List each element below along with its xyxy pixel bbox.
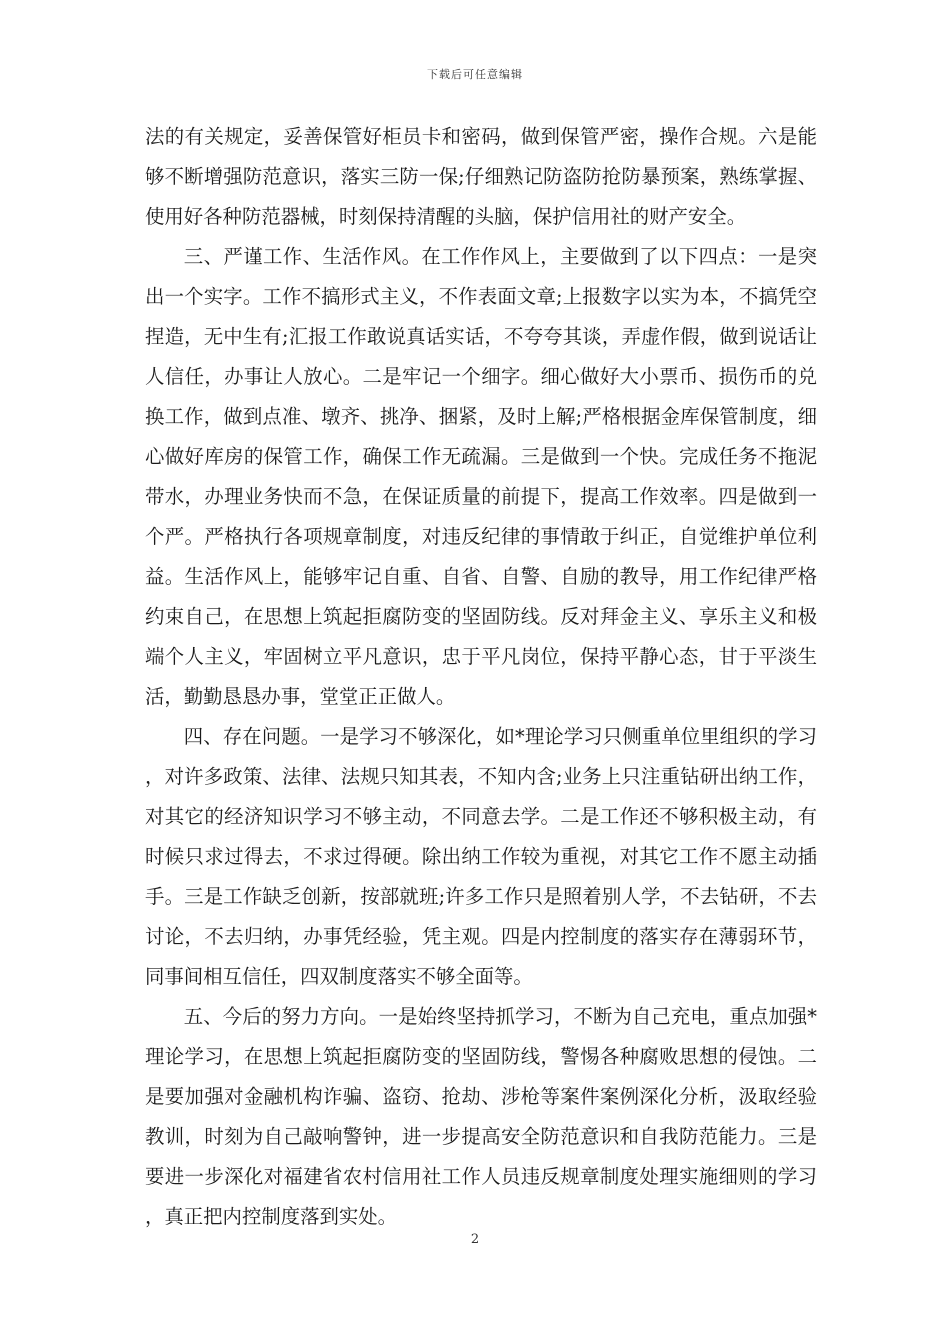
page-number: 2 [470, 1232, 480, 1247]
document-body [145, 117, 817, 1237]
page-header: 下载后可任意编辑 [427, 68, 523, 81]
body-paragraph-problems: 四、存在问题。一是学习不够深化，如*理论学习只侧重单位里组织的学习，对许多政策、法律、法规只知其表，不知内含;业务上只注重钻研出纳工作，对其它的经济知识学习不够主动，不同意去学。二是工作还不够积极主动，有时候只求过得去，不求过得硬。除出纳工作较为重视，对其它工作不愿主动插手。三是工作缺乏创新，按部就班;许多工作只是照着别人学，不去钻研，不去讨论，不去归纳，办事凭经验，凭主观。四是内控制度的落实存在薄弱环节，同事间相互信任，四双制度落实不够全面等。 [145, 725, 817, 988]
body-paragraph-continuation: 法的有关规定，妥善保管好柜员卡和密码，做到保管严密，操作合规。六是能够不断增强防范意识，落实三防一保;仔细熟记防盗防抢防暴预案，熟练掌握、使用好各种防范器械，时刻保持清醒的头脑，保护信用社的财产安全。 [145, 125, 817, 228]
body-paragraph-future-direction: 五、今后的努力方向。一是始终坚持抓学习，不断为自己充电，重点加强*理论学习，在思想上筑起拒腐防变的坚固防线，警惕各种腐败思想的侵蚀。二是要加强对金融机构诈骗、盗窃、抢劫、涉枪等案件案例深化分析，汲取经验教训，时刻为自己敲响警钟，进一步提高安全防范意识和自我防范能力。三是要进一步深化对福建省农村信用社工作人员违反规章制度处理实施细则的学习，真正把内控制度落到实处。 [145, 1005, 817, 1228]
body-paragraph-work-style: 三、严谨工作、生活作风。在工作作风上，主要做到了以下四点：一是突出一个实字。工作不搞形式主义，不作表面文章;上报数字以实为本，不搞凭空捏造，无中生有;汇报工作敢说真话实话，不夸夸其谈，弄虚作假，做到说话让人信任，办事让人放心。二是牢记一个细字。细心做好大小票币、损伤币的兑换工作，做到点准、墩齐、挑净、捆紧，及时上解;严格根据金库保管制度，细心做好库房的保管工作，确保工作无疏漏。三是做到一个快。完成任务不拖泥带水，办理业务快而不急，在保证质量的前提下，提高工作效率。四是做到一个严。严格执行各项规章制度，对违反纪律的事情敢于纠正，自觉维护单位利益。生活作风上，能够牢记自重、自省、自警、自励的教导，用工作纪律严格约束自己，在思想上筑起拒腐防变的坚固防线。反对拜金主义、享乐主义和极端个人主义，牢固树立平凡意识，忠于平凡岗位，保持平静心态，甘于平淡生活，勤勤恳恳办事，堂堂正正做人。 [145, 245, 817, 708]
